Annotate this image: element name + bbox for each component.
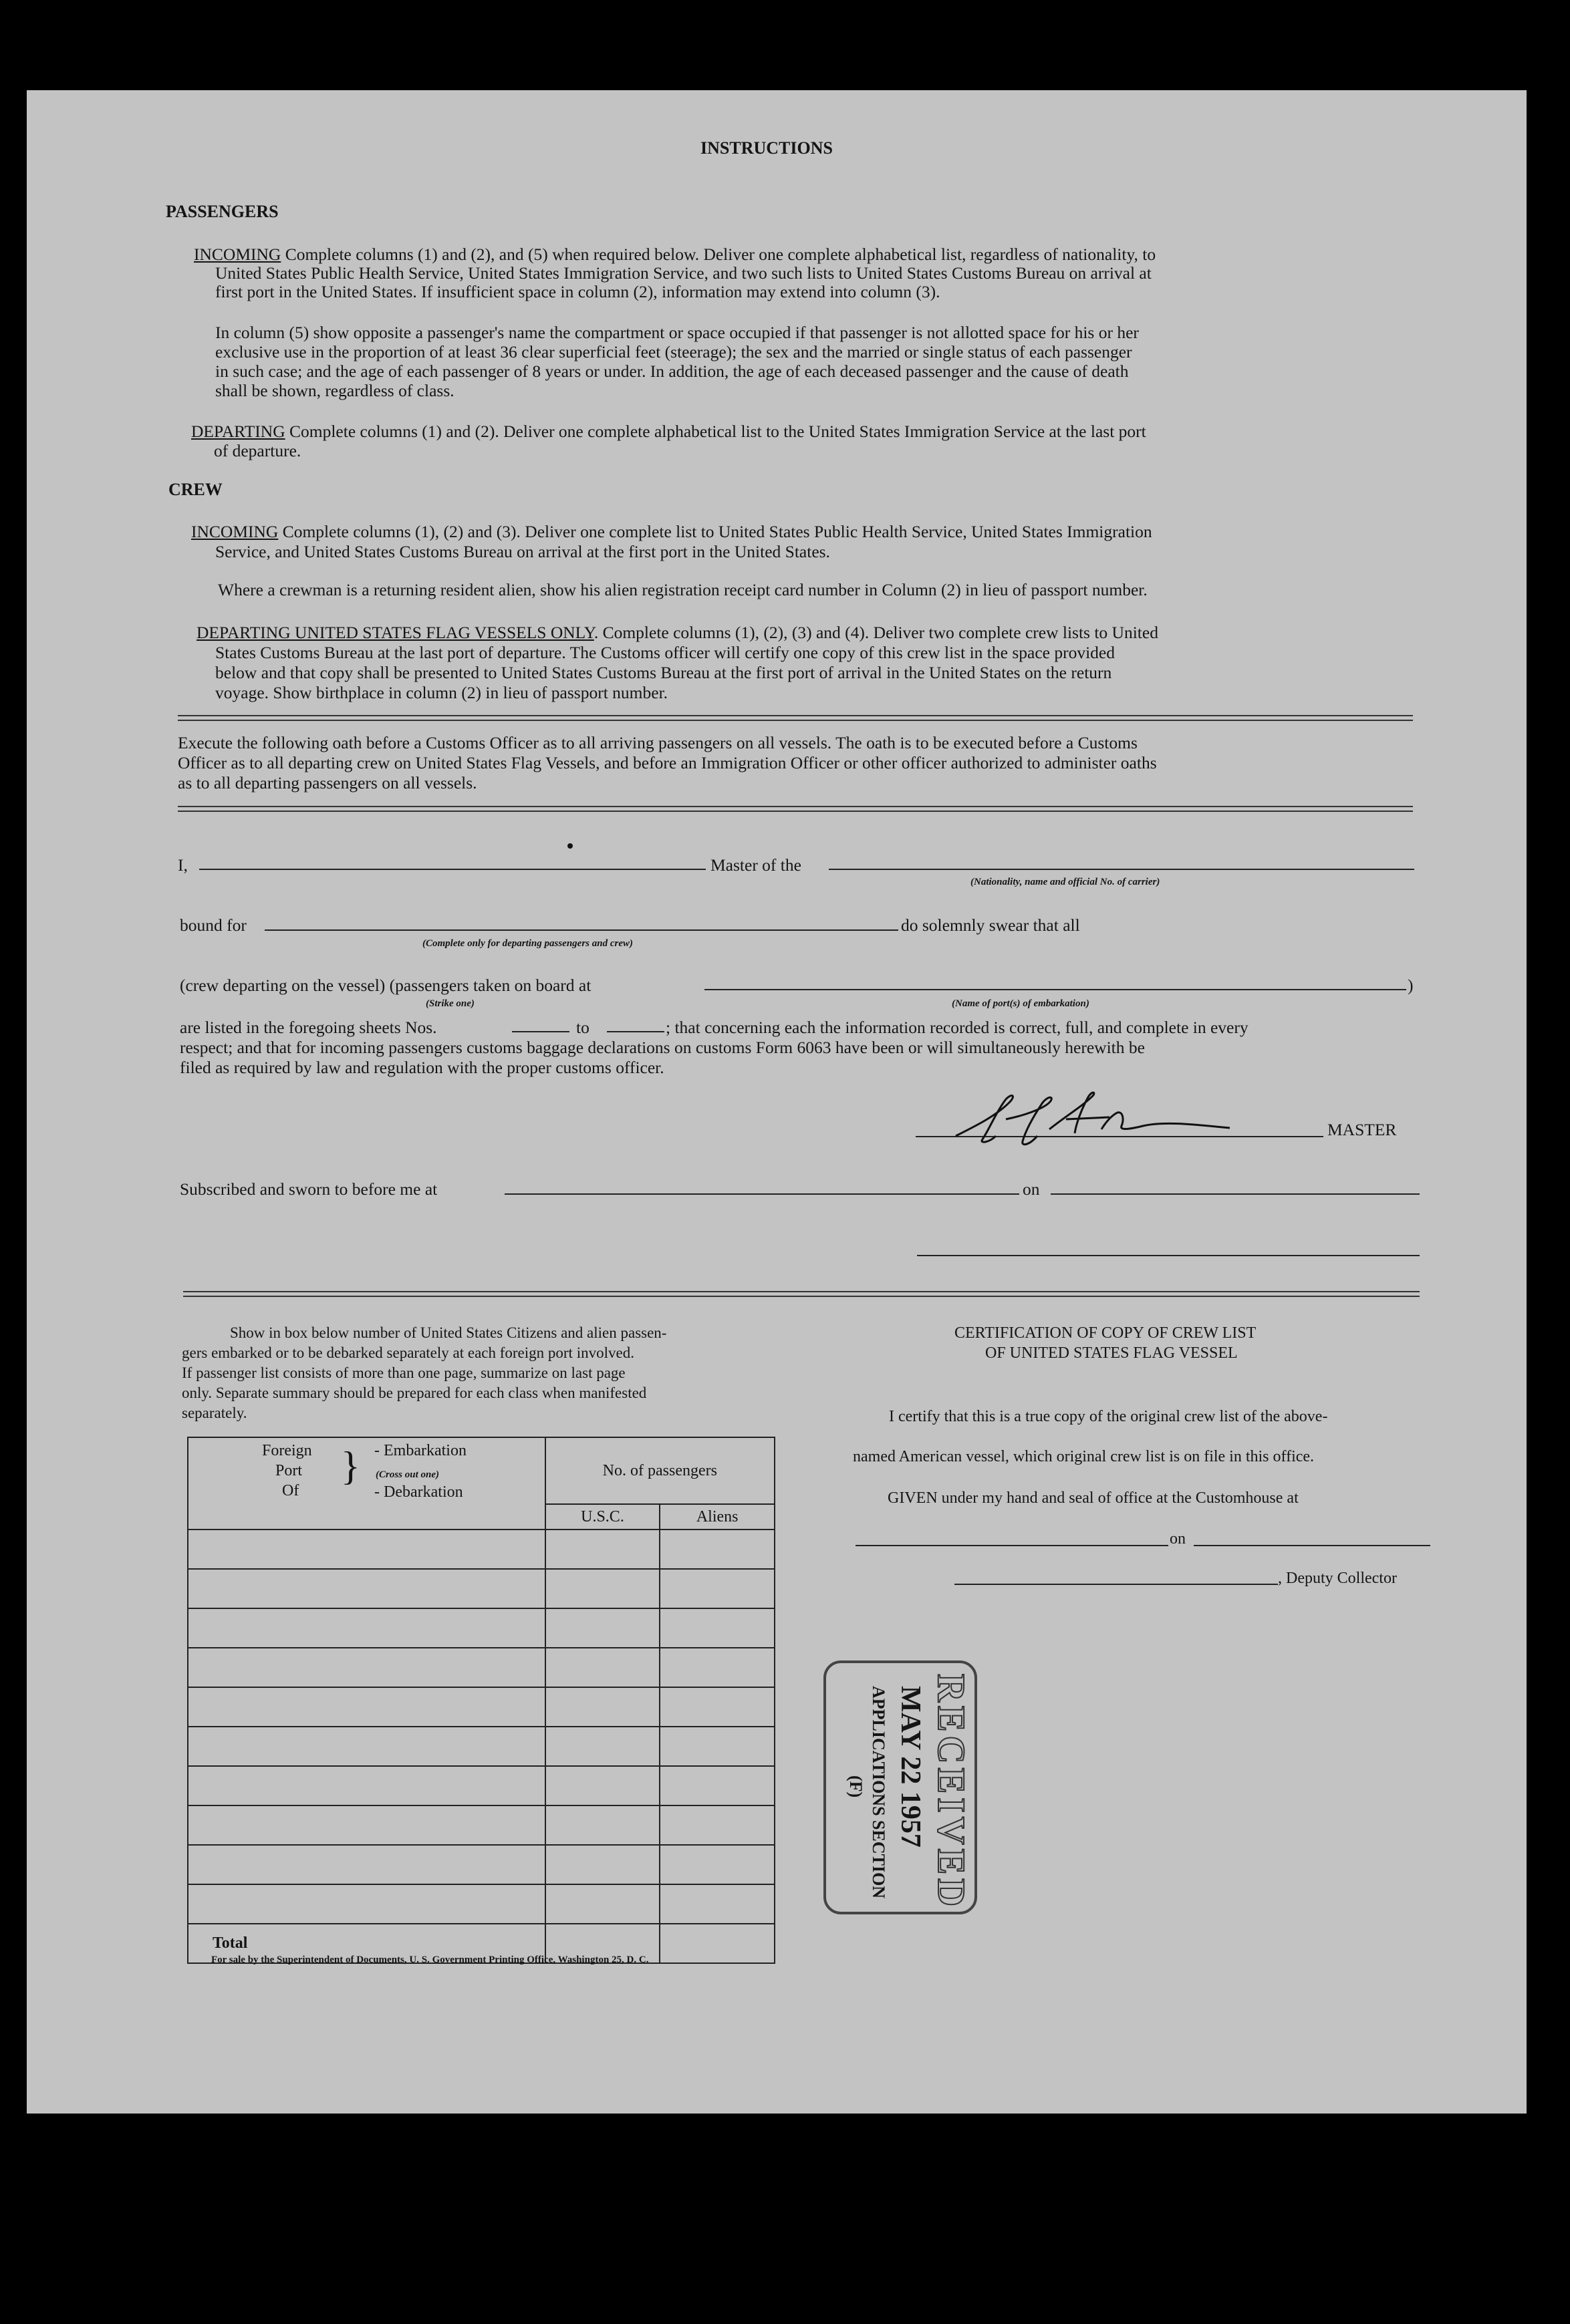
bound-for-label: bound for: [180, 915, 247, 935]
brace: }: [341, 1444, 360, 1488]
summary-instruction-line-1: Show in box below number of United States Citizens and alien passen-: [230, 1324, 667, 1341]
summary-instruction-line-3: If passenger list consists of more than one page, summarize on last page: [182, 1364, 626, 1381]
debarkation-label: - Debarkation: [374, 1483, 463, 1501]
table-row: [188, 1884, 775, 1924]
table-row: [188, 1727, 775, 1766]
certification-place-field[interactable]: [856, 1545, 1168, 1546]
double-rule: [178, 715, 1413, 721]
certification-line-2: named American vessel, which original crew list is on file in this office.: [853, 1448, 1315, 1465]
oath-instruction-line-2: Officer as to all departing crew on United States Flag Vessels, and before an Immigration Officer or other officer authorized to administer oaths: [178, 753, 1157, 772]
table-row: [188, 1766, 775, 1805]
ink-dot: [567, 843, 573, 849]
crew-incoming-line-2: Service, and United States Customs Bureau on arrival at the first port in the United States.: [215, 542, 830, 561]
summary-instruction-line-5: separately.: [182, 1405, 247, 1421]
port-note: (Name of port(s) of embarkation): [952, 998, 1089, 1009]
swear-label: do solemnly swear that all: [901, 915, 1080, 935]
double-rule: [183, 1291, 1420, 1297]
crew-departing-line-4: voyage. Show birthplace in column (2) in lieu of passport number.: [215, 683, 668, 702]
passengers-incoming-line-2: United States Public Health Service, United States Immigration Service, and two such lists to United States Customs Bureau on arrival at: [215, 263, 1152, 283]
summary-instruction-line-2: gers embarked or to be debarked separately at each foreign port involved.: [182, 1344, 634, 1361]
sworn-date-field[interactable]: [1051, 1193, 1420, 1195]
oath-instruction-line-1: Execute the following oath before a Customs Officer as to all arriving passengers on all vessels. The oath is to be executed before a Customs: [178, 733, 1138, 752]
passengers-departing-line-2: of departure.: [214, 441, 301, 460]
no-of-passengers-header: No. of passengers: [545, 1437, 775, 1504]
gpo-footer: For sale by the Superintendent of Documents, U. S. Government Printing Office, Washington 25, D. C.: [211, 1954, 649, 1965]
table-row: [188, 1687, 775, 1727]
master-name-field[interactable]: [199, 869, 706, 870]
stamp-received: RECEIVED: [930, 1674, 973, 1911]
page-title: INSTRUCTIONS: [700, 138, 833, 158]
total-label: Total: [188, 1924, 545, 1963]
table-row: [188, 1805, 775, 1845]
crew-incoming-line-1: INCOMING Complete columns (1), (2) and (3). Deliver one complete list to United States Public Health Service, United States Immigration: [191, 522, 1152, 541]
strike-note: (Strike one): [426, 998, 475, 1009]
oath-instruction-line-3: as to all departing passengers on all vessels.: [178, 773, 477, 792]
master-of-label: Master of the: [710, 855, 801, 875]
stamp-section: APPLICATIONS SECTION: [869, 1686, 888, 1899]
crew-departing-line-2: States Customs Bureau at the last port of departure. The Customs officer will certify one copy of this crew list in the space provided: [215, 643, 1115, 662]
carrier-note: (Nationality, name and official No. of carrier): [970, 877, 1160, 887]
certification-title-line-1: CERTIFICATION OF COPY OF CREW LIST: [954, 1324, 1257, 1342]
certification-on-label: on: [1170, 1530, 1186, 1548]
carrier-field[interactable]: [829, 869, 1414, 870]
column5-line-3: in such case; and the age of each passenger of 8 years or under. In addition, the age of each deceased passenger and the cause of death: [215, 361, 1129, 381]
table-row: [188, 1648, 775, 1687]
table-row: [188, 1608, 775, 1648]
officer-signature-field[interactable]: [917, 1255, 1420, 1256]
sheet-from-field[interactable]: [512, 1031, 569, 1032]
stamp-date: MAY 22 1957: [895, 1686, 926, 1848]
foreign-port-header: Foreign Port Of } - Embarkation (Cross out one) - Debarkation: [188, 1437, 545, 1530]
master-label: MASTER: [1327, 1120, 1397, 1139]
passengers-departing-label: DEPARTING: [191, 422, 285, 441]
oath-i-label: I,: [178, 855, 188, 875]
passengers-departing-line-1: DEPARTING Complete columns (1) and (2). Deliver one complete alphabetical list to the United States Immigration Service at the last port: [191, 422, 1146, 441]
certification-line-3: GIVEN under my hand and seal of office at the Customhouse at: [888, 1489, 1299, 1507]
column5-line-4: shall be shown, regardless of class.: [215, 381, 454, 400]
aliens-header: Aliens: [660, 1504, 775, 1530]
certification-line-1: I certify that this is a true copy of the original crew list of the above-: [889, 1408, 1328, 1425]
table-row: [188, 1569, 775, 1608]
master-signature: [949, 1089, 1257, 1149]
deputy-collector-field[interactable]: [954, 1584, 1278, 1585]
to-label: to: [576, 1018, 590, 1037]
crew-departing-label: DEPARTING UNITED STATES FLAG VESSELS ONLY: [197, 623, 594, 642]
crew-heading: CREW: [168, 480, 223, 499]
double-rule: [178, 806, 1413, 812]
crew-passengers-label: (crew departing on the vessel) (passengers taken on board at: [180, 976, 592, 995]
crew-departing-line-1: DEPARTING UNITED STATES FLAG VESSELS ONLY. Complete columns (1), (2), (3) and (4). Deliver two complete crew lists to United: [197, 623, 1158, 642]
table-row: [188, 1845, 775, 1884]
certification-title-line-2: OF UNITED STATES FLAG VESSEL: [985, 1344, 1238, 1362]
deputy-collector-label: , Deputy Collector: [1278, 1570, 1397, 1587]
passengers-incoming-line-1: INCOMING Complete columns (1) and (2), and (5) when required below. Deliver one complete alphabetical list, regardless of nationality, to: [194, 245, 1156, 264]
bound-note: (Complete only for departing passengers and crew): [422, 938, 633, 949]
sworn-on-label: on: [1023, 1179, 1040, 1199]
column5-line-2: exclusive use in the proportion of at least 36 clear superficial feet (steerage); the sex and the married or single status of each passenger: [215, 342, 1132, 361]
passengers-incoming-label: INCOMING: [194, 245, 281, 264]
column5-line-1: In column (5) show opposite a passenger's name the compartment or space occupied if that passenger is not allotted space for his or her: [215, 323, 1139, 342]
listed-line-3: filed as required by law and regulation with the proper customs officer.: [180, 1058, 664, 1077]
stamp-code: (F): [846, 1775, 866, 1798]
table-row: [188, 1530, 775, 1569]
embarkation-port-field[interactable]: [704, 989, 1406, 990]
passengers-heading: PASSENGERS: [166, 202, 279, 221]
returning-alien-note: Where a crewman is a returning resident alien, show his alien registration receipt card number in Column (2) in lieu of passport number.: [218, 580, 1148, 599]
listed-suffix: ; that concerning each the information recorded is correct, full, and complete in every: [666, 1018, 1249, 1037]
embarkation-label: - Embarkation: [374, 1442, 467, 1459]
passengers-incoming-line-3: first port in the United States. If insufficient space in column (2), information may extend into column (3).: [215, 282, 940, 301]
listed-line-2: respect; and that for incoming passengers customs baggage declarations on customs Form 6063 have been or will simultaneously herewith be: [180, 1038, 1145, 1057]
cross-out-note: (Cross out one): [376, 1469, 440, 1480]
sheet-to-field[interactable]: [607, 1031, 664, 1032]
close-paren: ): [1408, 976, 1414, 995]
summary-instruction-line-4: only. Separate summary should be prepared for each class when manifested: [182, 1385, 647, 1401]
sworn-place-field[interactable]: [505, 1193, 1019, 1195]
crew-incoming-label: INCOMING: [191, 522, 279, 541]
subscribed-label: Subscribed and sworn to before me at: [180, 1179, 438, 1199]
bound-for-field[interactable]: [265, 929, 898, 931]
crew-departing-line-3: below and that copy shall be presented to United States Customs Bureau at the first port of arrival in the United States on the return: [215, 663, 1112, 682]
usc-header: U.S.C.: [545, 1504, 660, 1530]
certification-date-field[interactable]: [1194, 1545, 1430, 1546]
received-stamp: [823, 1660, 977, 1914]
passenger-summary-table: [187, 1437, 775, 1964]
listed-prefix: are listed in the foregoing sheets Nos.: [180, 1018, 437, 1037]
